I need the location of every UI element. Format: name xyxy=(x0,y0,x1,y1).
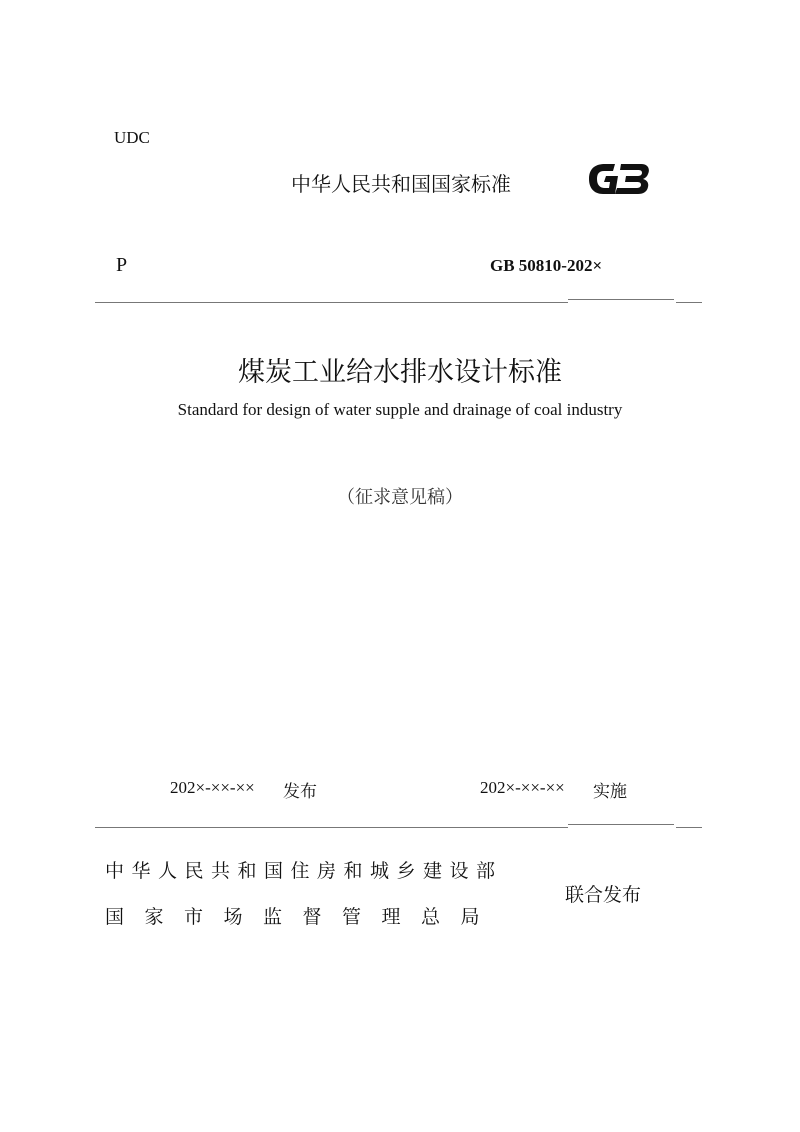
gb-logo-icon xyxy=(585,161,651,197)
effective-date: 202×-××-×× xyxy=(480,778,565,797)
divider-bottom-raised xyxy=(568,824,674,825)
document-title-english: Standard for design of water supple and drainage of coal industry xyxy=(177,400,623,419)
publish-label: 发布 xyxy=(283,782,317,802)
classification-code: P xyxy=(116,254,128,276)
effective-label: 实施 xyxy=(593,782,627,802)
draft-status: （征求意见稿） xyxy=(337,487,463,508)
standard-number: GB 50810-202× xyxy=(490,256,603,275)
joint-issue-label: 联合发布 xyxy=(565,884,642,906)
divider-top-raised xyxy=(568,299,674,300)
national-standard-heading: 中华人民共和国国家标准 xyxy=(291,172,511,196)
issuer-ministry: 中华人民共和国住房和城乡建设部 xyxy=(105,860,503,882)
issuer-administration: 国家市场监督管理总局 xyxy=(105,906,501,928)
publish-date: 202×-××-×× xyxy=(170,778,255,797)
divider-bottom xyxy=(95,827,568,828)
udc-label: UDC xyxy=(114,128,150,147)
document-title-chinese: 煤炭工业给水排水设计标准 xyxy=(238,357,562,388)
divider-bottom-end xyxy=(676,827,702,828)
divider-top xyxy=(95,302,568,303)
divider-top-end xyxy=(676,302,702,303)
